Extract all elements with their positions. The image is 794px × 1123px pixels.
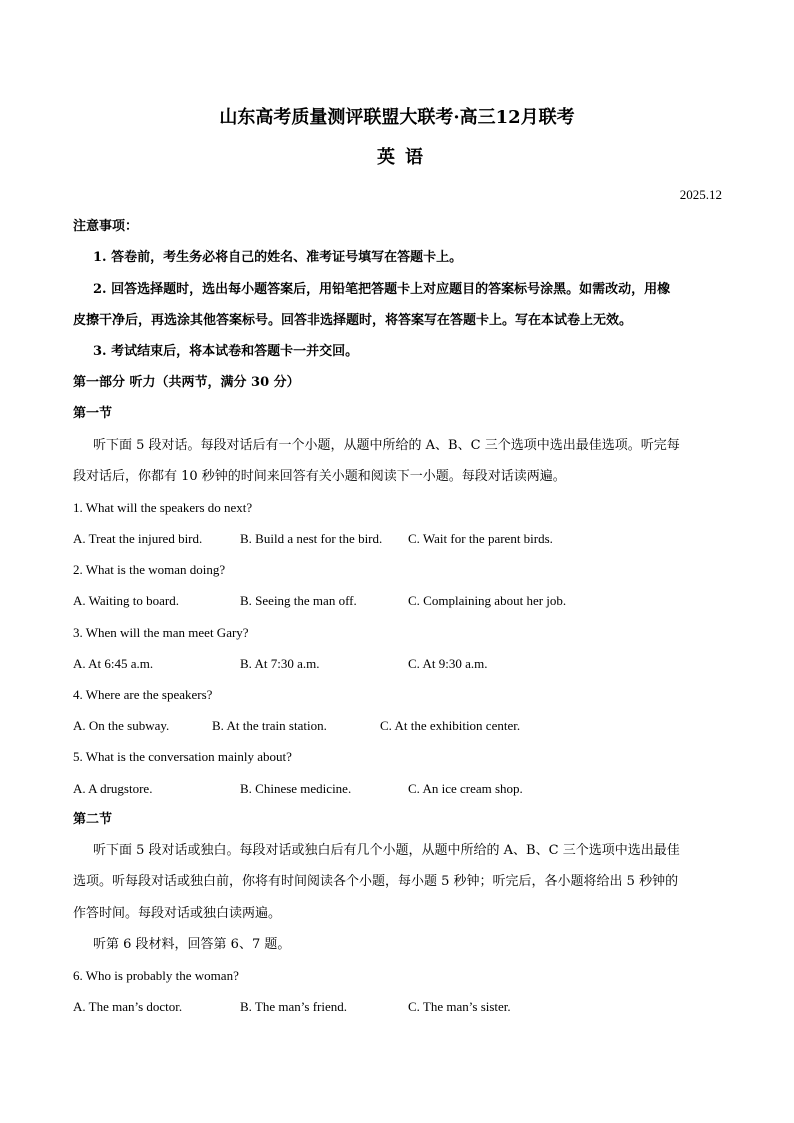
option-c: C. At the exhibition center. [380,718,521,733]
exam-date: 2025.12 [679,187,722,202]
question-2: 2. What is the woman doing? [73,562,226,577]
option-b: B. Seeing the man off. [240,593,357,608]
section2-instructions-line-1: 听下面 5 段对话或独白。每段对话或独白后有几个小题，从题中所给的 A、B、C 三个选项中选出最佳 [93,843,680,858]
question-4: 4. Where are the speakers? [73,687,213,702]
option-a: A. The man’s doctor. [73,999,183,1014]
part1-heading: 第一部分 听力（共两节，满分 30 分） [73,375,300,390]
question-1-options [73,530,723,548]
option-c: C. Wait for the parent birds. [408,531,553,546]
option-a: A. On the subway. [73,718,170,733]
option-b: B. At the train station. [212,718,327,733]
section1-instructions-line-2: 段对话后，你都有 10 秒钟的时间来回答有关小题和阅读下一小题。每段对话读两遍。 [73,469,566,484]
notice-item-2-line-1: 2. 回答选择题时，选出每小题答案后，用铅笔把答题卡上对应题目的答案标号涂黑。如需改动，用橡 [93,282,671,297]
question-3: 3. When will the man meet Gary? [73,625,249,640]
option-c: C. At 9:30 a.m. [408,656,488,671]
option-a: A. Treat the injured bird. [73,531,203,546]
question-5-options [73,780,723,798]
notice-item-3: 3. 考试结束后，将本试卷和答题卡一并交回。 [93,344,359,359]
option-a: A. At 6:45 a.m. [73,656,154,671]
section1-heading: 第一节 [73,406,113,421]
notice-item-2-line-2: 皮擦干净后，再选涂其他答案标号。回答非选择题时，将答案写在答题卡上。写在本试卷上无效。 [73,313,633,328]
notice-item-1: 1. 答卷前，考生务必将自己的姓名、准考证号填写在答题卡上。 [93,250,463,265]
material-6-instruction: 听第 6 段材料，回答第 6、7 题。 [93,937,291,952]
option-c: C. An ice cream shop. [408,781,523,796]
option-b: B. The man’s friend. [240,999,347,1014]
section2-instructions-line-3: 作答时间。每段对话或独白读两遍。 [73,906,282,921]
question-3-options [73,655,723,673]
question-6: 6. Who is probably the woman? [73,968,239,983]
section2-heading: 第二节 [73,812,113,827]
exam-title: 山东高考质量测评联盟大联考·高三12月联考 [219,107,575,128]
question-5: 5. What is the conversation mainly about? [73,749,292,764]
section2-instructions-line-2: 选项。听每段对话或独白前，你将有时间阅读各个小题，每小题 5 秒钟；听完后，各小题将给出 5 秒钟的 [73,874,679,889]
option-c: C. Complaining about her job. [408,593,567,608]
option-a: A. Waiting to board. [73,593,179,608]
option-b: B. At 7:30 a.m. [240,656,320,671]
notice-heading: 注意事项： [73,219,139,234]
subject-title: 英语 [377,147,433,168]
question-2-options [73,592,723,610]
option-b: B. Build a nest for the bird. [240,531,383,546]
option-b: B. Chinese medicine. [240,781,352,796]
question-1: 1. What will the speakers do next? [73,500,253,515]
option-c: C. The man’s sister. [408,999,511,1014]
question-4-options [73,717,723,735]
question-6-options [73,998,723,1016]
option-a: A. A drugstore. [73,781,153,796]
section1-instructions-line-1: 听下面 5 段对话。每段对话后有一个小题，从题中所给的 A、B、C 三个选项中选出最佳选项。听完每 [93,438,680,453]
